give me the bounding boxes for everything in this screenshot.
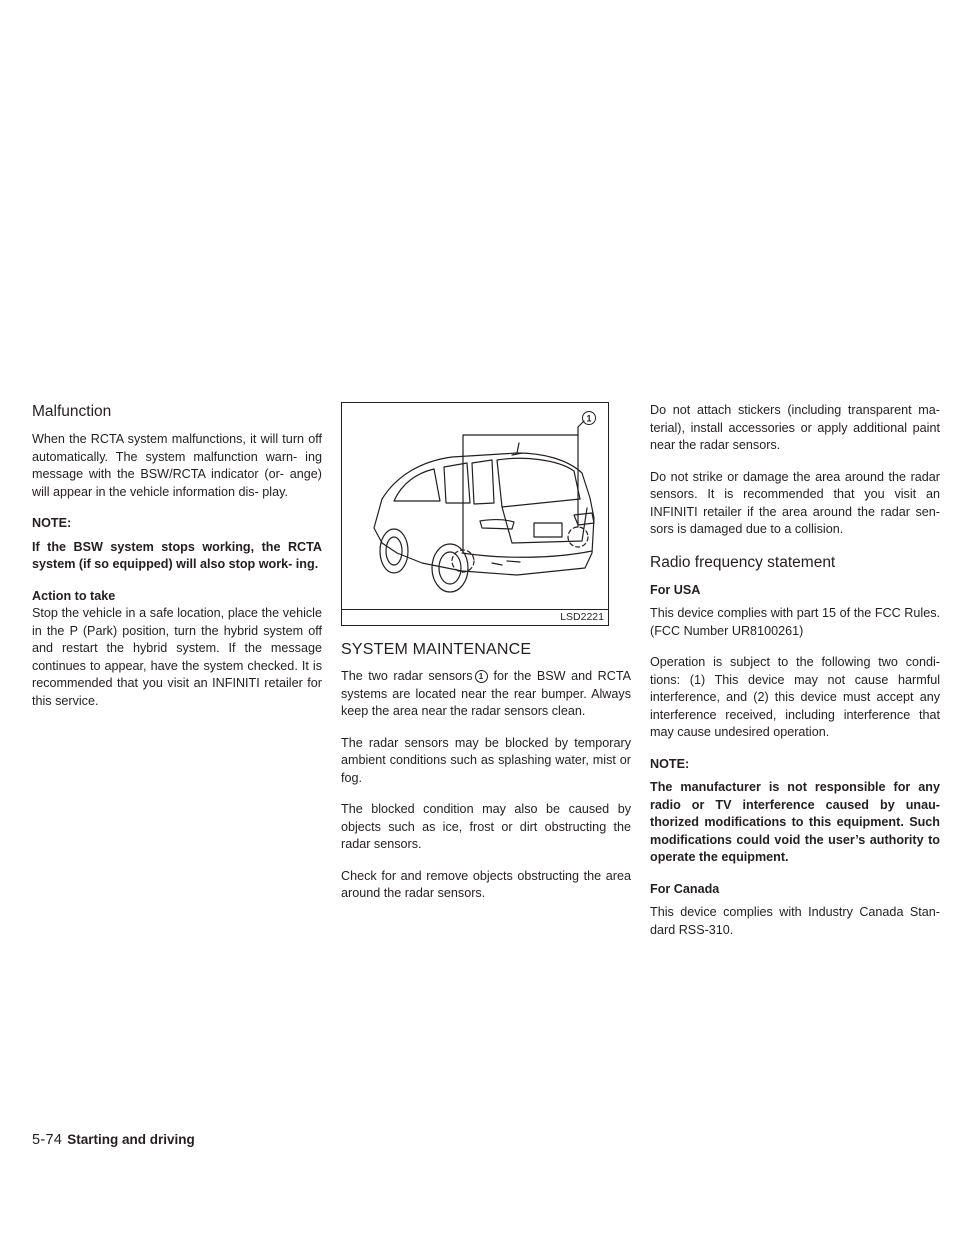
canada-text: This device complies with Industry Canada Stan- dard RSS-310. <box>650 905 940 937</box>
sensors-text-cont: for the BSW and RCTA systems are located near the rear bumper. Always keep the area near the radar sensors clean. <box>341 669 632 718</box>
vehicle-rear-figure <box>341 402 609 626</box>
action-label: Action to take <box>32 588 116 603</box>
callout-1-icon: 1 <box>475 670 488 683</box>
canada-label: For Canada <box>650 881 720 896</box>
action-text: Stop the vehicle in a safe location, place the vehicle in the P (Park) position, turn the hybrid system off and restart the hybrid system. If the message continues to appear, have the system checked. It is recommended that you visit an INFINITI retailer for this service. <box>32 606 322 708</box>
vehicle-illustration <box>342 403 607 610</box>
figure-caption-bar <box>342 609 608 625</box>
heading-malfunction: Malfunction <box>32 403 112 420</box>
usa-label: For USA <box>650 582 701 597</box>
damage-paragraph: Do not strike or damage the area around the radar sensors. It is recommended that you visit an INFINITI retailer if the area around the radar sen- sors is damaged due to a collision. <box>650 469 940 536</box>
maintenance-paragraph-2: The radar sensors may be blocked by temporary ambient conditions such as splashing water, mist or fog. <box>341 735 631 785</box>
maintenance-paragraph-1 <box>341 668 631 721</box>
page-footer <box>32 1132 195 1148</box>
note-text-2: The manufacturer is not responsible for any radio or TV interference caused by unau- thorized modifications to this equipment. Such modifications could void the user’s authority to operate the equipment. <box>650 780 940 864</box>
callout-number: 1 <box>586 413 592 424</box>
maintenance-paragraph-3: The blocked condition may also be caused by objects such as ice, frost or dirt obstructing the radar sensors. <box>341 802 631 851</box>
note-label-2: NOTE: <box>650 756 690 771</box>
figure-code: LSD2221 <box>560 611 604 623</box>
section-title: Starting and driving <box>67 1132 195 1147</box>
note-text: If the BSW system stops working, the RCTA system (if so equipped) will also stop work- ing. <box>32 539 322 571</box>
malfunction-paragraph: When the RCTA system malfunctions, it will turn off automatically. The system malfunction warn- ing message with the BSW/RCTA indicator (or- ange) will appear in the vehicle information dis- play. <box>32 432 322 499</box>
usa-text: This device complies with part 15 of the FCC Rules. (FCC Number UR8100261) <box>650 606 940 638</box>
maintenance-paragraph-4: Check for and remove objects obstructing the area around the radar sensors. <box>341 868 631 900</box>
column-middle <box>341 402 631 917</box>
page-number: 5-74 <box>32 1132 63 1148</box>
column-left <box>32 402 322 724</box>
operation-text: Operation is subject to the following two condi- tions: (1) This device may not cause harmful interference, and (2) this device must accept any interference received, including interference that may cause undesired operation. <box>650 655 940 739</box>
column-right <box>650 402 940 953</box>
heading-radio-frequency: Radio frequency statement <box>650 553 836 571</box>
sensors-text: The two radar sensors <box>341 669 473 683</box>
stickers-paragraph: Do not attach stickers (including transparent ma- terial), install accessories or apply additional paint near the radar sensors. <box>650 403 940 452</box>
note-label: NOTE: <box>32 516 72 530</box>
heading-system-maintenance: SYSTEM MAINTENANCE <box>341 641 532 658</box>
